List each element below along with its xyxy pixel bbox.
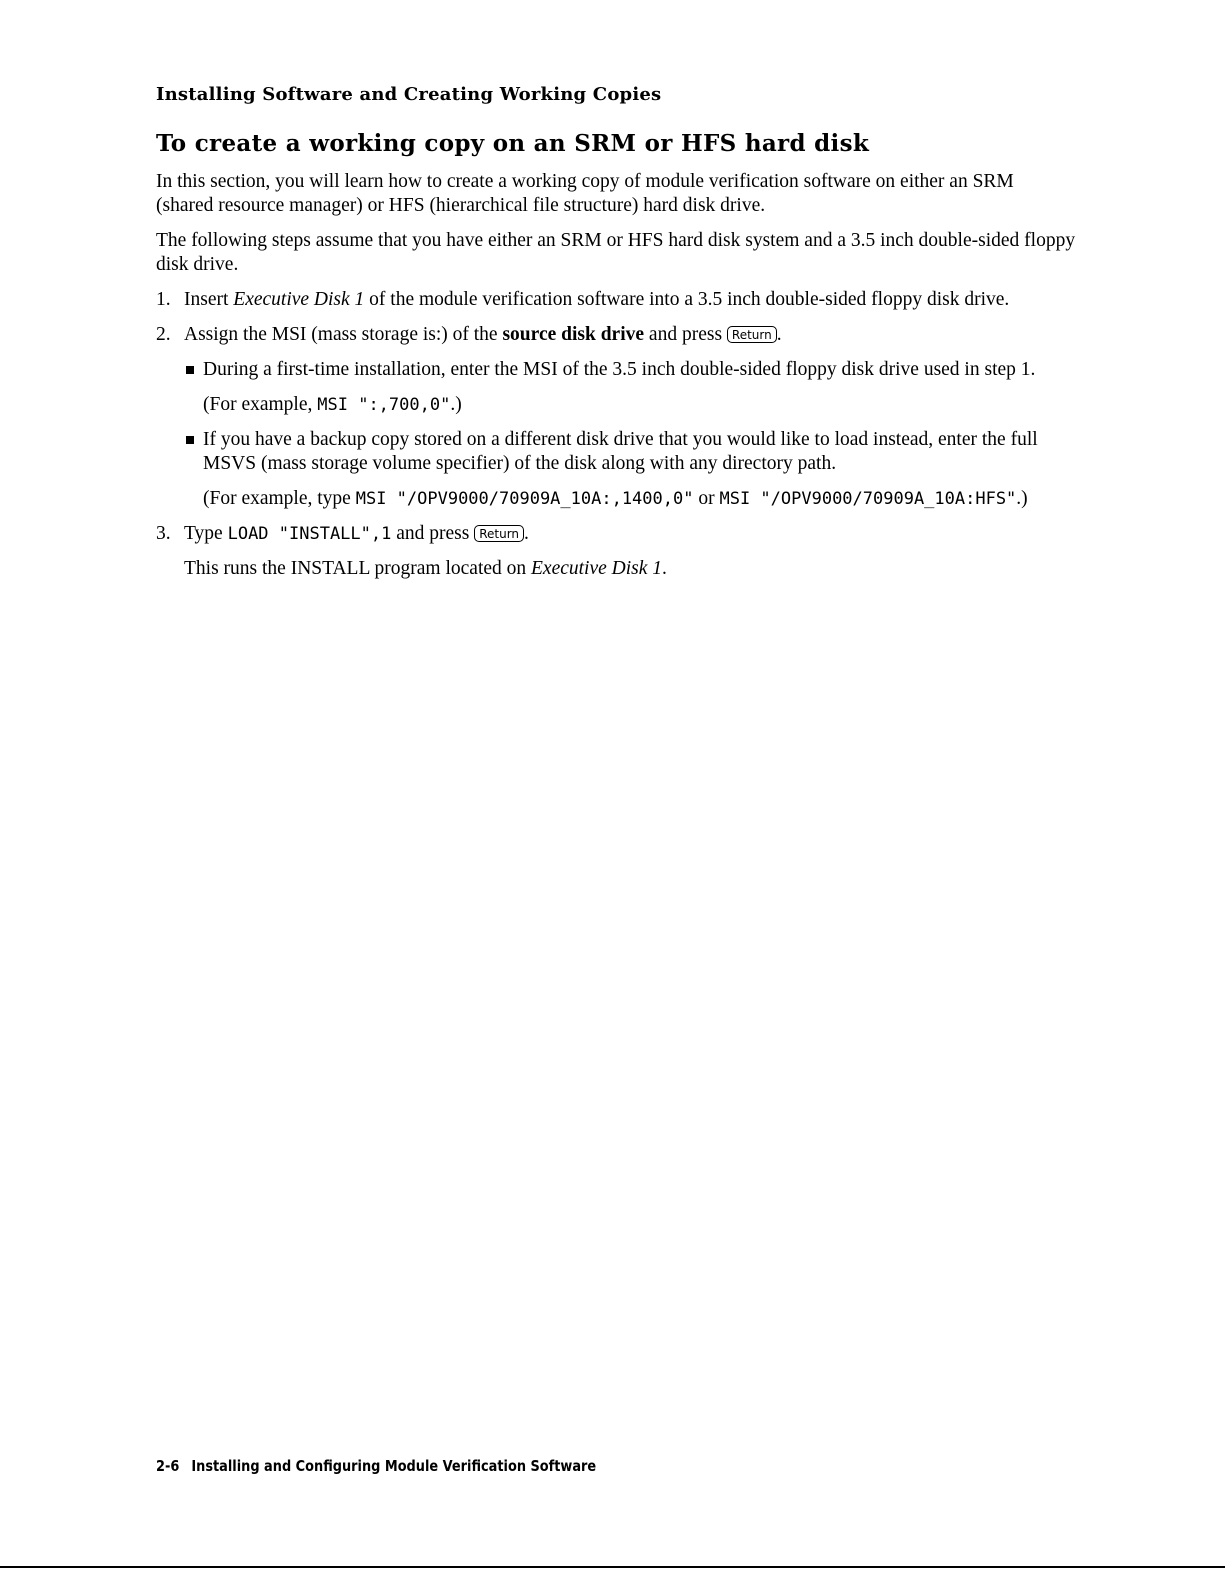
step-number: 3. [156, 523, 171, 544]
bullet-text: If you have a backup copy stored on a different disk drive that you would like to load instead, enter the full MSVS (mass storage volume specifier) of the disk along with any directory path. [203, 429, 1038, 474]
footer-title: Installing and Configuring Module Verification Software [191, 1457, 597, 1475]
example-text: (For example, [203, 394, 318, 415]
example-first-time [184, 393, 1076, 417]
step-2 [156, 323, 1076, 347]
source-disk-drive-term: source disk drive [502, 324, 645, 345]
running-head: Installing Software and Creating Working Copies [156, 84, 662, 105]
example-backup-copy [184, 487, 1076, 511]
step-text: Insert [184, 289, 234, 310]
disk-name: Executive Disk 1 [531, 558, 663, 579]
note-text: . [662, 558, 667, 579]
section-title: To create a working copy on an SRM or HFS hard disk [156, 130, 870, 157]
step-text: . [524, 523, 529, 544]
assumption-paragraph: The following steps assume that you have either an SRM or HFS hard disk system and a 3.5 inch double-sided floppy disk drive. [156, 230, 1076, 275]
example-text: .) [450, 394, 462, 415]
load-command-code: LOAD "INSTALL",1 [227, 524, 392, 544]
step-number: 2. [156, 324, 171, 345]
disk-name: Executive Disk 1 [233, 289, 365, 310]
note-text: This runs the INSTALL program located on [184, 558, 532, 579]
bullet-backup-copy [184, 428, 1076, 476]
bullet-first-time [184, 358, 1076, 382]
step-1 [156, 288, 1076, 312]
example-text: (For example, type [203, 488, 356, 509]
example-code: MSI ":,700,0" [317, 395, 451, 415]
bullet-text: During a first-time installation, enter the MSI of the 3.5 inch double-sided floppy disk drive used in step 1. [203, 359, 1036, 380]
step-3 [156, 522, 1076, 546]
step-text: Assign the MSI (mass storage is:) of the [184, 324, 503, 345]
intro-paragraph: In this section, you will learn how to create a working copy of module verification software on either an SRM (shared resource manager) or HFS (hierarchical file structure) hard disk drive. [156, 171, 1014, 216]
return-key: Return [727, 326, 777, 343]
bullet-square-icon [186, 366, 194, 374]
bottom-rule [0, 1566, 1225, 1568]
page-number: 2-6 [156, 1457, 180, 1475]
step-number: 1. [156, 289, 171, 310]
step-3-note [156, 557, 1076, 581]
example-code: MSI "/OPV9000/70909A_10A:HFS" [719, 489, 1017, 509]
step-text: of the module verification software into a 3.5 inch double-sided floppy disk drive. [364, 289, 1010, 310]
example-text: or [693, 488, 720, 509]
bullet-square-icon [186, 436, 194, 444]
example-code: MSI "/OPV9000/70909A_10A:,1400,0" [355, 489, 694, 509]
section-body [156, 170, 1076, 592]
step-text: . [776, 324, 782, 345]
step-text: and press [644, 324, 727, 345]
page-footer [156, 1457, 596, 1475]
step-text: and press [391, 523, 475, 544]
example-text: .) [1016, 488, 1028, 509]
step-text: Type [184, 523, 228, 544]
return-key: Return [474, 525, 524, 542]
